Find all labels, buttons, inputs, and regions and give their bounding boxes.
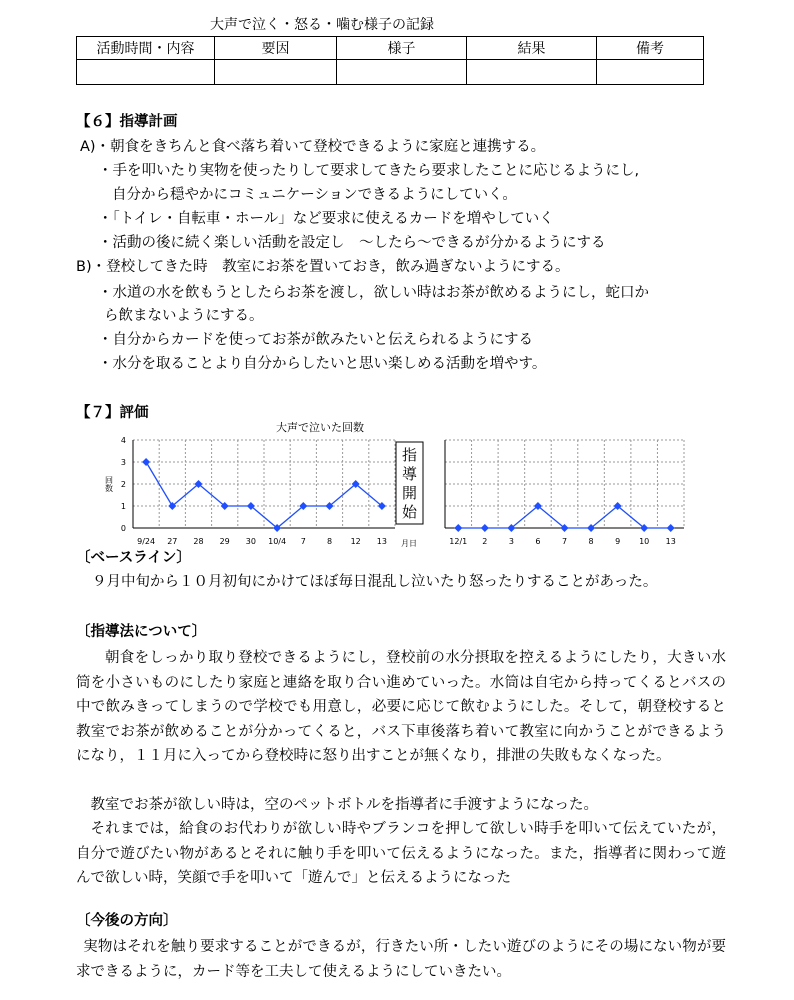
plan-line: ・水分を取ることより自分からしたいと思い楽しめる活動を増やす。 — [98, 356, 547, 372]
x-tick-label: 29 — [219, 537, 230, 546]
data-point — [667, 524, 675, 532]
baseline-text: ９月中旬から１０月初旬にかけてほぼ毎日混乱し泣いたり怒ったりすることがあった。 — [92, 574, 658, 590]
table-cell — [467, 60, 597, 85]
x-tick-label: 10 — [639, 537, 650, 546]
chart-title: 大声で泣いた回数 — [276, 421, 364, 434]
record-col-state: 様子 — [337, 37, 467, 60]
chart-xlabel: 月日 — [401, 539, 417, 548]
plan-line: ら飲まないようにする。 — [104, 308, 264, 324]
plan-line: ・手を叩いたり実物を使ったりして要求してきたら要求したことに応じるようにし, — [98, 163, 640, 179]
x-tick-label: 30 — [245, 537, 256, 546]
plan-line: ・水道の水を飲もうとしたらお茶を渡し，欲しい時はお茶が飲めるようにし，蛇口か — [98, 285, 649, 301]
future-text: 実物はそれを触り要求することができるが，行きたい所・したい遊びのようにその場にない物が要求できるように，カード等を工夫して使えるようにしていきたい。 — [76, 939, 726, 980]
chart-grid-after — [445, 440, 684, 528]
annotation-char: 導 — [401, 465, 418, 483]
y-tick-label: 4 — [120, 436, 126, 445]
chart-ylabel: 回数 — [104, 476, 114, 492]
x-tick-label: 13 — [665, 537, 676, 546]
plan-line: B)・登校してきた時 教室にお茶を置いておき，飲み過ぎないようにする。 — [76, 259, 570, 275]
annotation-char: 開 — [401, 484, 418, 502]
plan-line: ・「トイレ・自転車・ホール」など要求に使えるカードを増やしていく — [98, 211, 554, 227]
x-tick-label: 2 — [482, 537, 488, 546]
data-point — [481, 524, 489, 532]
y-tick-label: 0 — [120, 524, 126, 533]
x-tick-label: 8 — [588, 537, 594, 546]
x-tick-label: 28 — [193, 537, 204, 546]
annotation-char: 始 — [401, 503, 418, 521]
x-tick-label: 7 — [561, 537, 568, 546]
table-cell — [215, 60, 337, 85]
data-point — [142, 458, 150, 466]
evaluation-heading: 【７】評価 — [76, 405, 149, 421]
x-tick-label: 10/4 — [268, 537, 287, 546]
plan-line: A)・朝食をきちんと食べ落ち着いて登校できるように家庭と連携する。 — [80, 139, 546, 155]
cry-count-chart — [100, 418, 690, 550]
y-tick-label: 1 — [120, 502, 126, 511]
x-tick-label: 6 — [535, 537, 541, 546]
data-point — [454, 524, 462, 532]
method-paragraph-3: それまでは，給食のお代わりが欲しい時やブランコを押して欲しい時手を叩いて伝えていたが，自分で遊びたい物があるとそれに触り手を叩いて伝えるようになった。また，指導者に関わって遊んで欲しい時，笑顔で手を叩いて「遊んで」と伝えるようになった — [76, 821, 726, 886]
plan-line: ・自分からカードを使ってお茶が飲みたいと伝えられるようにする — [98, 332, 533, 348]
x-tick-label: 7 — [300, 537, 306, 546]
record-col-result: 結果 — [467, 37, 597, 60]
x-tick-label: 8 — [326, 537, 333, 546]
record-header-row — [77, 37, 704, 60]
record-empty-row — [77, 60, 704, 85]
method-paragraph-2: 教室でお茶が欲しい時は，空のペットボトルを指導者に手渡すようになった。 — [90, 797, 598, 813]
y-tick-label: 3 — [120, 458, 126, 467]
series-line — [146, 462, 382, 528]
x-tick-label: 12/1 — [449, 537, 468, 546]
x-tick-label: 3 — [508, 537, 514, 546]
table-cell — [77, 60, 215, 85]
table-cell — [597, 60, 704, 85]
method-heading: 〔指導法について〕 — [76, 624, 207, 640]
x-tick-label: 12 — [350, 537, 361, 546]
baseline-heading: 〔ベースライン〕 — [76, 550, 191, 566]
x-tick-label: 27 — [167, 537, 178, 546]
record-col-cause: 要因 — [215, 37, 337, 60]
x-tick-label: 9 — [615, 537, 621, 546]
record-col-notes: 備考 — [597, 37, 704, 60]
plan-heading: 【６】指導計画 — [76, 114, 178, 130]
y-tick-label: 2 — [120, 480, 126, 489]
future-heading: 〔今後の方向〕 — [76, 913, 178, 929]
record-table — [76, 36, 704, 85]
record-title: 大声で泣く・怒る・噛む様子の記録 — [210, 17, 434, 33]
x-tick-label: 9/24 — [137, 537, 156, 546]
annotation-char: 指 — [401, 446, 418, 464]
record-col-time: 活動時間・内容 — [77, 37, 215, 60]
annotation-text — [402, 446, 418, 521]
table-cell — [337, 60, 467, 85]
x-tick-label: 13 — [376, 537, 387, 546]
method-paragraph-1: 朝食をしっかり取り登校できるようにし，登校前の水分摂取を控えるようにしたり，大きい水筒を小さいものにしたり家庭と連絡を取り合い進めていった。水筒は自宅から持ってくるとバスの中で飲みきってしまうので学校でも用意し，必要に応じて飲むようにした。そして，朝登校すると教室でお茶が飲めることが分かってくると，バス下車後落ち着いて教室に向かうことができるようになり，１１月に入ってから登校時に怒り出すことが無くなり，排泄の失敗もなくなった。 — [76, 650, 726, 764]
plan-line: ・活動の後に続く楽しい活動を設定し ～したら～できるが分かるようにする — [98, 235, 606, 251]
plan-line: 自分から穏やかにコミュニケーションできるようにしていく。 — [112, 187, 517, 203]
